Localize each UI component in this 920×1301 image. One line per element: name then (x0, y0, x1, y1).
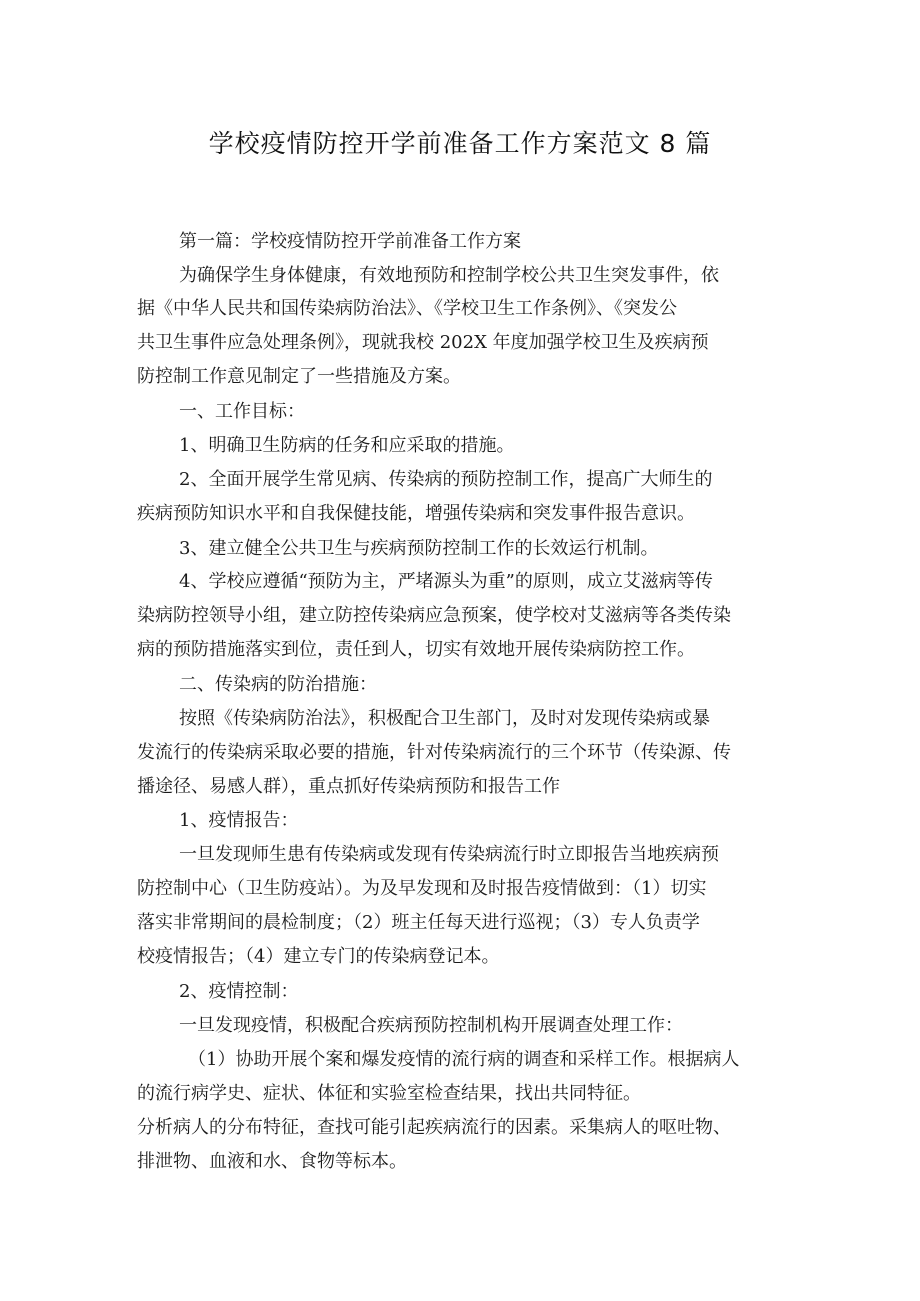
paragraph-line: 的流行病学史、症状、体征和实验室检查结果，找出共同特征。 (137, 1083, 641, 1104)
paragraph-line: 染病防控领导小组，建立防控传染病应急预案，使学校对艾滋病等各类传染 (137, 605, 731, 626)
paragraph-line: 按照《传染病防治法》，积极配合卫生部门，及时对发现传染病或暴 (179, 708, 710, 729)
paragraph-line: 落实非常期间的晨检制度；（2）班主任每天进行巡视；（3）专人负责学 (137, 912, 700, 933)
paragraph-line: 防控制工作意见制定了一些措施及方案。 (137, 366, 461, 387)
paragraph-line: 排泄物、血液和水、食物等标本。 (137, 1151, 407, 1172)
paragraph-line: 据《中华人民共和国传染病防治法》、《学校卫生工作条例》、《突发公 (137, 298, 677, 319)
section-heading: 一、工作目标： (179, 401, 305, 422)
paragraph-line: 分析病人的分布特征，查找可能引起疾病流行的因素。采集病人的呕吐物、 (137, 1117, 731, 1138)
paragraph-line: 校疫情报告；（4）建立专门的传染病登记本。 (137, 946, 500, 967)
paragraph-line: 为确保学生身体健康，有效地预防和控制学校公共卫生突发事件，依 (179, 265, 719, 286)
section-heading: 1、疫情报告： (179, 810, 299, 831)
section-heading: 第一篇：学校疫情防控开学前准备工作方案 (179, 231, 521, 252)
paragraph-line: 2、全面开展学生常见病、传染病的预防控制工作，提高广大师生的 (179, 469, 713, 490)
paragraph-line: 疾病预防知识水平和自我保健技能，增强传染病和突发事件报告意识。 (137, 503, 695, 524)
paragraph-line: 发流行的传染病采取必要的措施，针对传染病流行的三个环节（传染源、传 (137, 742, 731, 763)
paragraph-line: 3、建立健全公共卫生与疾病预防控制工作的长效运行机制。 (179, 538, 659, 559)
document-title: 学校疫情防控开学前准备工作方案范文 8 篇 (208, 129, 712, 158)
paragraph-line: 病的预防措施落实到位，责任到人，切实有效地开展传染病防控工作。 (137, 639, 695, 660)
paragraph-line: 1、明确卫生防病的任务和应采取的措施。 (179, 435, 515, 456)
paragraph-line: 防控制中心（卫生防疫站）。为及早发现和及时报告疫情做到：（1）切实 (137, 878, 707, 899)
paragraph-line: 一旦发现师生患有传染病或发现有传染病流行时立即报告当地疾病预 (179, 844, 719, 865)
section-heading: 2、疫情控制： (179, 981, 299, 1002)
paragraph-line: 共卫生事件应急处理条例》，现就我校 202X 年度加强学校卫生及疾病预 (137, 332, 709, 353)
paragraph-line: 4、学校应遵循“预防为主，严堵源头为重”的原则，成立艾滋病等传 (179, 571, 713, 592)
paragraph-line: （1）协助开展个案和爆发疫情的流行病的调查和采样工作。根据病人 (188, 1049, 740, 1070)
paragraph-line: 播途径、易感人群），重点抓好传染病预防和报告工作 (137, 776, 560, 797)
section-heading: 二、传染病的防治措施： (179, 674, 377, 695)
paragraph-line: 一旦发现疫情，积极配合疾病预防控制机构开展调查处理工作： (179, 1015, 683, 1036)
